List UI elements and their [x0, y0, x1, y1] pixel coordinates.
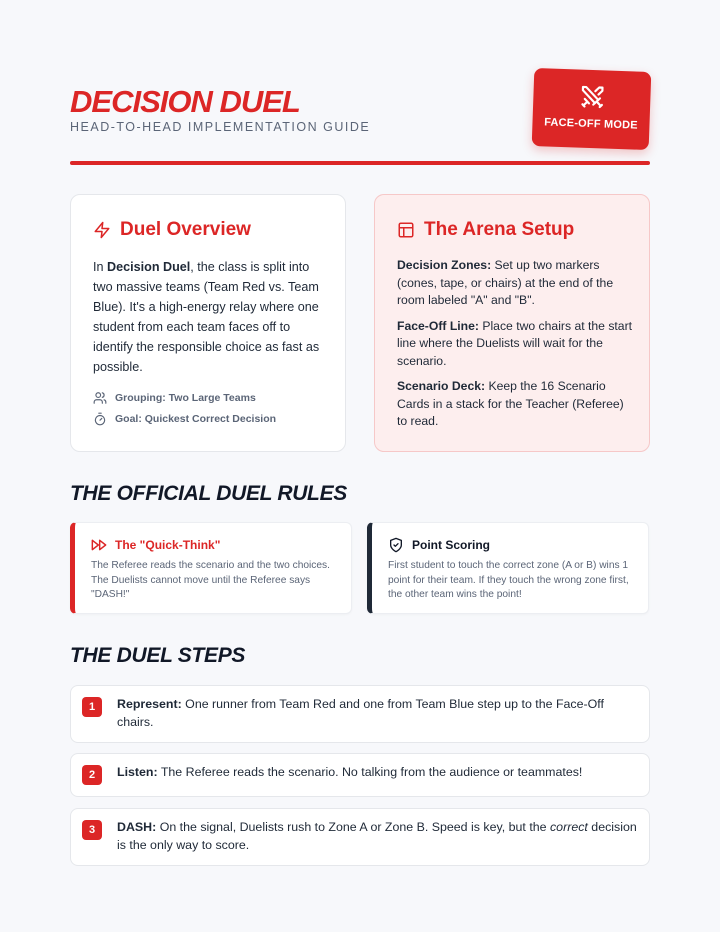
duel-overview-text — [93, 257, 329, 377]
step-text — [117, 696, 637, 731]
step-label: Represent: — [117, 697, 182, 711]
step-emphasis: correct — [549, 820, 588, 834]
goal-label: Goal: Quickest Correct Decision — [115, 413, 277, 425]
goal-meta — [93, 412, 333, 426]
step-label: DASH: — [117, 820, 157, 834]
rule-title — [91, 537, 220, 553]
arena-item-label: Decision Zones: — [397, 258, 492, 272]
arena-setup-title: The Arena Setup — [424, 219, 575, 240]
steps-heading: THE DUEL STEPS — [70, 644, 246, 667]
arena-item-label: Face-Off Line: — [397, 318, 479, 333]
arena-item-text: Place two chairs at the start line where the Duelists will wait for the scenario. — [397, 318, 633, 368]
rules-heading: THE OFFICIAL DUEL RULES — [70, 482, 348, 505]
arena-setup-heading — [397, 219, 574, 241]
arena-item — [397, 318, 633, 371]
page-subtitle: HEAD-TO-HEAD IMPLEMENTATION GUIDE — [70, 120, 371, 134]
step-number: 2 — [82, 765, 102, 785]
step-label: Listen: — [117, 765, 158, 779]
face-off-mode-badge — [532, 68, 652, 150]
point-scoring-rule-card — [367, 522, 649, 614]
step-text — [117, 819, 637, 854]
arena-item — [397, 378, 633, 431]
rule-title-label: The "Quick-Think" — [115, 538, 221, 552]
layout-icon — [397, 221, 415, 239]
arena-item-label: Scenario Deck: — [397, 379, 486, 393]
rule-text: First student to touch the correct zone (A or B) wins 1 point for their team. If they touch the wrong zone first, the other team wins the point! — [388, 560, 629, 600]
lightning-icon — [93, 221, 111, 239]
step-text — [117, 764, 637, 782]
rule-title — [388, 537, 490, 553]
crossed-swords-icon — [579, 84, 606, 111]
arena-setup-list — [397, 257, 633, 439]
stopwatch-icon — [93, 412, 107, 426]
arena-item-text: Set up two markers (cones, tape, or chairs) at the end of the room labeled "A" and "B". — [397, 258, 614, 307]
duel-overview-card — [70, 194, 346, 452]
grouping-meta — [93, 391, 333, 405]
arena-setup-card — [374, 194, 650, 452]
overview-intro-bold: Decision Duel — [107, 260, 191, 274]
shield-check-icon — [388, 537, 404, 553]
overview-intro-rest: , the class is split into two massive teams (Team Red vs. Team Blue). It's a high-energy relay where one student from each team faces off to identify the responsible choice as fast as possible. — [93, 260, 320, 374]
step-item — [70, 685, 650, 743]
header-divider — [70, 161, 650, 165]
step-description: On the signal, Duelists rush to Zone A or Zone B. Speed is key, but the — [156, 820, 550, 834]
duel-overview-title: Duel Overview — [120, 219, 251, 240]
rule-title-label: Point Scoring — [412, 538, 490, 552]
arena-item-text: Keep the 16 Scenario Cards in a stack for the Teacher (Referee) to read. — [397, 379, 624, 428]
overview-intro-prefix: In — [93, 260, 108, 274]
quick-think-rule-card — [70, 522, 352, 614]
step-number: 3 — [82, 820, 102, 840]
step-description: One runner from Team Red and one from Team Blue step up to the Face-Off chairs. — [117, 697, 604, 729]
mode-badge-label: FACE-OFF MODE — [543, 116, 638, 132]
page-title: DECISION DUEL — [70, 84, 300, 119]
fast-forward-icon — [91, 537, 107, 553]
step-number: 1 — [82, 697, 102, 717]
step-description-end: decision is the only way to score. — [117, 820, 637, 852]
step-description: The Referee reads the scenario. No talking from the audience or teammates! — [157, 765, 583, 779]
duel-overview-heading — [93, 219, 251, 241]
arena-item — [397, 257, 633, 310]
rule-text: The Referee reads the scenario and the two choices. The Duelists cannot move until the Referee says "DASH!" — [91, 560, 330, 600]
step-item — [70, 808, 650, 866]
grouping-label: Grouping: Two Large Teams — [115, 392, 256, 404]
users-icon — [93, 391, 107, 405]
step-item — [70, 753, 650, 797]
